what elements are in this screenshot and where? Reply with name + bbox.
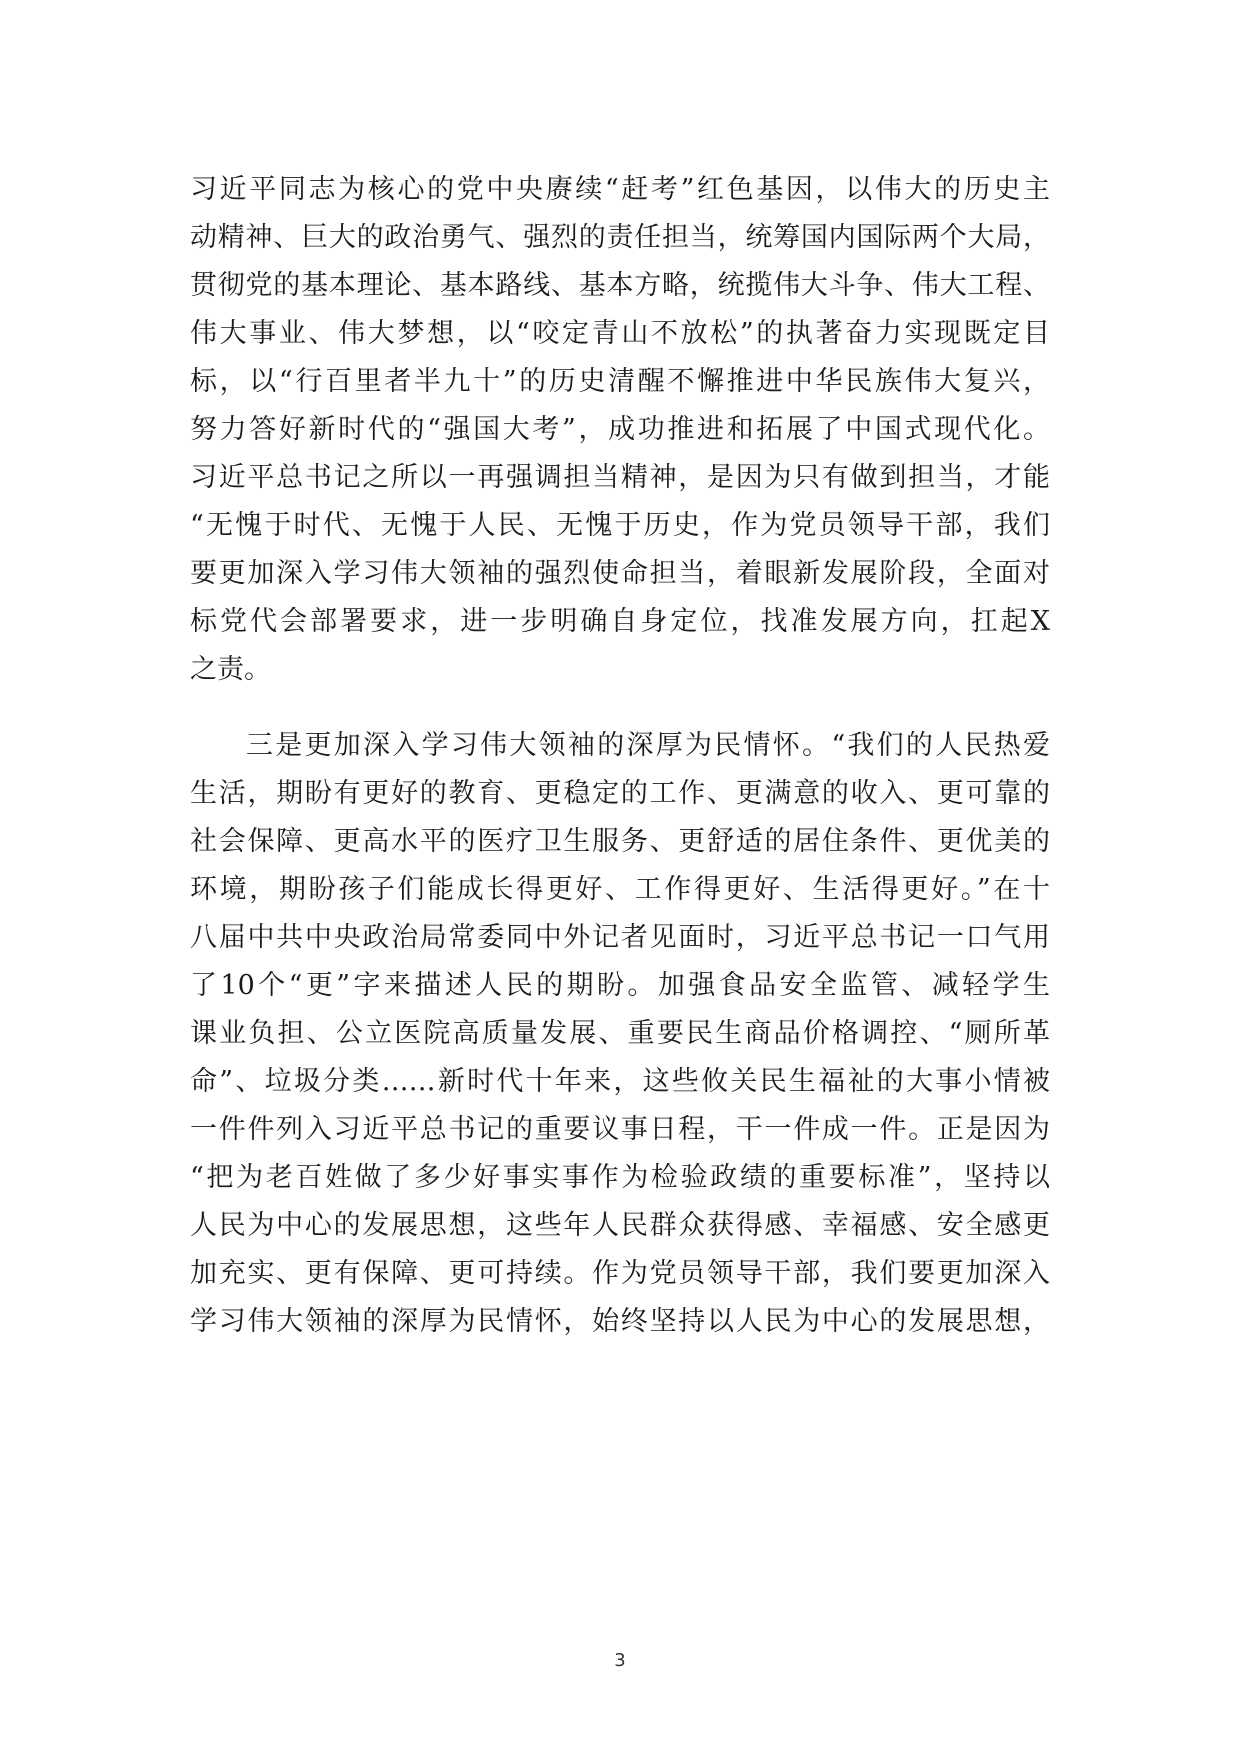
text-line: 动精神、巨大的政治勇气、强烈的责任担当，统筹国内国际两个大局，: [190, 222, 1050, 253]
page-number: 3: [614, 1650, 626, 1671]
text-line: 要更加深入学习伟大领袖的强烈使命担当，着眼新发展阶段，全面对: [190, 558, 1050, 589]
paragraph: [190, 722, 1050, 1346]
text-line: 课业负担、公立医院高质量发展、重要民生商品价格调控、“厕所革: [190, 1018, 1050, 1049]
text-line: 三是更加深入学习伟大领袖的深厚为民情怀。“我们的人民热爱: [246, 730, 1050, 761]
text-line: 习近平总书记之所以一再强调担当精神，是因为只有做到担当，才能: [190, 462, 1050, 493]
text-line: 八届中共中央政治局常委同中外记者见面时，习近平总书记一口气用: [190, 922, 1050, 953]
text-line: 了10个“更”字来描述人民的期盼。加强食品安全监管、减轻学生: [190, 970, 1050, 1001]
body-text: [190, 166, 1050, 1346]
text-line: 生活，期盼有更好的教育、更稳定的工作、更满意的收入、更可靠的: [190, 778, 1050, 809]
text-line: 一件件列入习近平总书记的重要议事日程，干一件成一件。正是因为: [190, 1114, 1050, 1145]
text-line: 命”、垃圾分类……新时代十年来，这些攸关民生福祉的大事小情被: [190, 1066, 1050, 1097]
text-line: 之责。: [190, 654, 271, 685]
text-line: 环境，期盼孩子们能成长得更好、工作得更好、生活得更好。”在十: [190, 874, 1050, 905]
text-line: 贯彻党的基本理论、基本路线、基本方略，统揽伟大斗争、伟大工程、: [190, 270, 1050, 301]
text-line: 伟大事业、伟大梦想，以“咬定青山不放松”的执著奋力实现既定目: [190, 318, 1050, 349]
paragraph-spacer: [190, 694, 1050, 722]
text-line: “把为老百姓做了多少好事实事作为检验政绩的重要标准”，坚持以: [190, 1162, 1050, 1193]
text-line: 标党代会部署要求，进一步明确自身定位，找准发展方向，扛起X: [190, 606, 1050, 637]
text-line: 努力答好新时代的“强国大考”，成功推进和拓展了中国式现代化。: [190, 414, 1050, 445]
text-line: 学习伟大领袖的深厚为民情怀，始终坚持以人民为中心的发展思想，: [190, 1306, 1050, 1337]
text-line: 加充实、更有保障、更可持续。作为党员领导干部，我们要更加深入: [190, 1258, 1050, 1289]
text-line: 习近平同志为核心的党中央赓续“赶考”红色基因，以伟大的历史主: [190, 174, 1050, 205]
paragraph: [190, 166, 1050, 694]
text-line: 标，以“行百里者半九十”的历史清醒不懈推进中华民族伟大复兴，: [190, 366, 1050, 397]
text-line: “无愧于时代、无愧于人民、无愧于历史，作为党员领导干部，我们: [190, 510, 1050, 541]
text-line: 社会保障、更高水平的医疗卫生服务、更舒适的居住条件、更优美的: [190, 826, 1050, 857]
text-line: 人民为中心的发展思想，这些年人民群众获得感、幸福感、安全感更: [190, 1210, 1050, 1241]
